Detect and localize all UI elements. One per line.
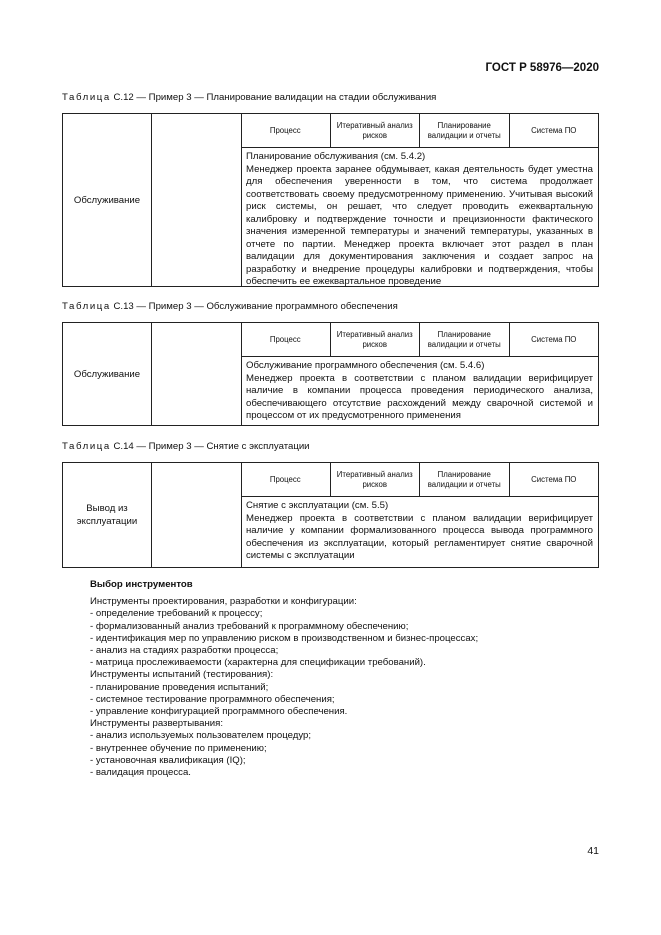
column-headers: [241, 323, 598, 357]
col-validation-planning: Планирование валидации и отчеты: [420, 114, 510, 147]
column-headers: [241, 114, 598, 148]
list-item: - определение требований к процессу;: [90, 608, 263, 620]
table-caption-c14: [62, 441, 310, 452]
col-risk-analysis: Итеративный анализ рисков: [331, 114, 421, 147]
table-caption-c12: [62, 92, 436, 103]
col-risk-analysis: Итеративный анализ рисков: [331, 323, 421, 356]
inner-grid: [241, 323, 598, 425]
empty-cell: [152, 114, 242, 286]
stage-cell: Обслуживание: [63, 323, 152, 425]
col-process: Процесс: [241, 323, 331, 356]
tools-section: [90, 579, 600, 779]
activity-text: Менеджер проекта в соответствии с планом валидации верифицирует наличие в компании процесса проведения периодического анализа, обеспечивающего отсутствие расхождений между сварочной системой и процессом от их предусмотренного применения: [246, 372, 593, 421]
col-process: Процесс: [241, 114, 331, 147]
list-item: - валидация процесса.: [90, 767, 191, 779]
activity-title: Планирование обслуживания (см. 5.4.2): [246, 151, 426, 162]
list-item: Инструменты проектирования, разработки и конфигурации:: [90, 596, 357, 608]
caption-text: С.14 — Пример 3 — Снятие с эксплуатации: [110, 441, 310, 452]
list-item: - формализованный анализ требований к программному обеспечению;: [90, 620, 409, 632]
activity-text: Менеджер проекта заранее обдумывает, какая деятельность будет уместна для обеспечения уверенности в том, что система продолжает соответствовать своему предусмотренному применению. Учитывая высокий риск системы, он решает, что следует проводить ежеквартальную калибровку и подтверждение точности и прецизионности фактического значения измеренной температуры и значений температуры, указанных в отчете по партии. Менеджер проекта включает этот раздел в план валидации для документирования заключения и создает запрос на разработку и внедрение процедуры калибровки и подтверждения, чтобы обеспечить ее ежеквартальное проведение: [246, 163, 593, 287]
caption-label: Таблица: [62, 301, 111, 312]
activity-title: Обслуживание программного обеспечения (см. 5.4.6): [246, 360, 485, 371]
tools-heading: Выбор инструментов: [90, 579, 193, 590]
caption-text: С.12 — Пример 3 — Планирование валидации на стадии обслуживания: [110, 92, 437, 103]
list-item: - установочная квалификация (IQ);: [90, 754, 246, 766]
list-item: - управление конфигурацией программного обеспечения.: [90, 706, 348, 718]
col-process: Процесс: [241, 463, 331, 496]
standard-number: ГОСТ Р 58976—2020: [485, 62, 599, 74]
caption-text: С.13 — Пример 3 — Обслуживание программного обеспечения: [110, 301, 398, 312]
empty-cell: [152, 463, 242, 567]
col-validation-planning: Планирование валидации и отчеты: [420, 463, 510, 496]
list-item: Инструменты испытаний (тестирования):: [90, 669, 274, 681]
activity-description: [241, 357, 598, 423]
inner-grid: [241, 114, 598, 286]
list-item: - идентификация мер по управлению риском в производственном и бизнес-процессах;: [90, 632, 479, 644]
stage-cell: Вывод из эксплуатации: [63, 463, 152, 567]
col-software-system: Система ПО: [531, 474, 577, 484]
table-c12: [62, 113, 599, 287]
inner-grid: [241, 463, 598, 567]
list-item: - анализ на стадиях разработки процесса;: [90, 645, 279, 657]
activity-text: Менеджер проекта в соответствии с планом валидации верифицирует наличие у компании формализованного процесса вывода программного обеспечения из эксплуатации, который регламентирует снятие сварочной системы с эксплуатации: [246, 512, 593, 561]
activity-description: [241, 497, 598, 563]
list-item: Инструменты развертывания:: [90, 718, 224, 730]
col-software-system: Система ПО: [531, 125, 577, 135]
list-item: - матрица прослеживаемости (характерна для спецификации требований).: [90, 657, 426, 669]
empty-cell: [152, 323, 242, 425]
activity-title: Снятие с эксплуатации (см. 5.5): [246, 500, 389, 511]
table-c13: [62, 322, 599, 426]
list-item: - внутреннее обучение по применению;: [90, 742, 267, 754]
list-item: - планирование проведения испытаний;: [90, 681, 269, 693]
col-validation-planning: Планирование валидации и отчеты: [420, 323, 510, 356]
col-risk-analysis: Итеративный анализ рисков: [331, 463, 421, 496]
list-item: - системное тестирование программного обеспечения;: [90, 693, 335, 705]
list-item: - анализ используемых пользователем процедур;: [90, 730, 312, 742]
stage-cell: Обслуживание: [63, 114, 152, 286]
column-headers: [241, 463, 598, 497]
table-caption-c13: [62, 301, 398, 312]
activity-description: [241, 148, 598, 289]
col-software-system: Система ПО: [531, 334, 577, 344]
caption-label: Таблица: [62, 441, 111, 452]
table-c14: [62, 462, 599, 568]
caption-label: Таблица: [62, 92, 111, 103]
page-number: 41: [587, 845, 599, 857]
